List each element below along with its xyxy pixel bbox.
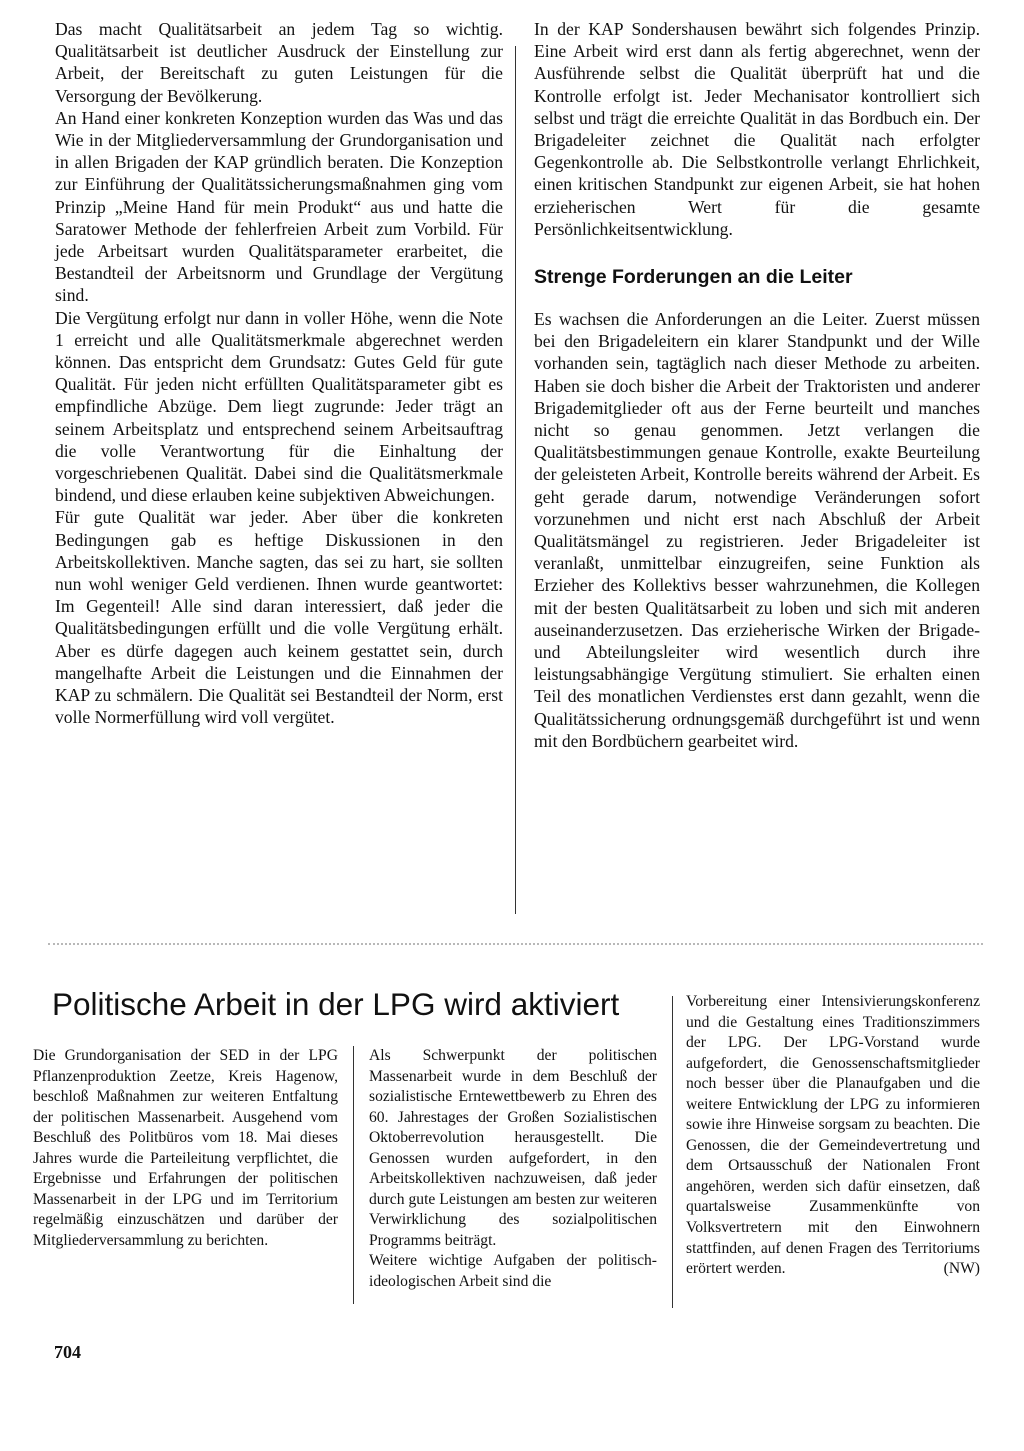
author-signature: (NW) (943, 1260, 980, 1278)
paragraph: Als Schwerpunkt der politischen Massenarbeit wurde in dem Beschluß der sozialistische Erntewettbewerb zu Ehren des 60. Jahrestages der Großen Sozialistischen Oktoberrevolution herausgestellt. Die Genossen wurden aufgefordert, in den Arbeitskollektiven nachzuweisen, daß jeder durch gute Leistungen am besten zur weiteren Verwirklichung des sozialpolitischen Programms beiträgt. (369, 1047, 657, 1249)
column-rule (515, 46, 516, 914)
column-rule (353, 1046, 354, 1304)
paragraph: Es wachsen die Anforderungen an die Leiter. Zuerst müssen bei den Brigadeleitern ein klarer Standpunkt und der Wille vorhanden sein, tagtäglich nach dieser Methode zu arbeiten. Haben sie doch bisher die Arbeit der Traktoristen und anderer Brigademitglieder oft aus der Ferne beurteilt und manches nicht so genau genommen. Jetzt verlangen die Qualitätsbestimmungen genaue Kontrolle, exakte Beurteilung der geleisteten Arbeit, Kontrolle bereits während der Arbeit. Es geht gerade darum, notwendige Veränderungen sofort vorzunehmen und nicht erst nach Abschluß der Arbeit Qualitätsmängel zu registrieren. Jeder Brigadeleiter ist veranlaßt, unmittelbar einzugreifen, seine Funktion als Erzieher des Kollektivs besser wahrzunehmen, die Kollegen mit der besten Qualitätsarbeit zu loben und sich mit anderen auseinanderzusetzen. Das erzieherische Wirken der Brigade- und Abteilungsleiter wird wesentlich durch ihre leistungsabhängige Vergütung stimuliert. Sie erhalten einen Teil des monatlichen Verdienstes erst dann gezahlt, wenn die Qualitätssicherung ordnungsgemäß durchgeführt ist und wenn mit den Bordbüchern gearbeitet wird. (534, 309, 980, 751)
column-rule (672, 996, 673, 1308)
article-headline: Politische Arbeit in der LPG wird aktiviert (52, 986, 620, 1022)
article2-column-1 (33, 1046, 338, 1251)
paragraph-text: Vorbereitung einer Intensivierungskonferenz und die Gestaltung eines Traditionszimmers der LPG. Der LPG-Vorstand wurde aufgefordert, die Genossenschaftsmitglieder noch besser über die Planaufgaben und die weitere Entwicklung der LPG zu informieren sowie ihre Hinweise sorgsam zu beachten. Die Genossen, die der Gemeindevertretung und dem Ortsausschuß der Nationalen Front angehören, werden sich dafür einsetzen, daß quartalsweise Zusammenkünfte von Volksvertretern mit den Einwohnern stattfinden, auf denen Fragen des Territoriums erörtert werden. (686, 993, 980, 1278)
article2-column-2 (369, 1046, 657, 1293)
section-subheading: Strenge Forderungen an die Leiter (534, 266, 853, 289)
paragraph (686, 992, 980, 1280)
paragraph: In der KAP Sondershausen bewährt sich folgendes Prinzip. Eine Arbeit wird erst dann als fertig abgerechnet, wenn der Ausführende selbst die Qualität überprüft hat und die Kontrolle erfolgt ist. Jeder Mechanisator kontrolliert sich selbst und trägt die erreichte Qualität in das Bordbuch ein. Der Brigadeleiter zeichnet die Qualität nach erfolgter Gegenkontrolle ab. Die Selbstkontrolle verlangt Ehrlichkeit, einen kritischen Standpunkt zur eigenen Arbeit, sie hat hohen erzieherischen Wert für die gesamte Persönlichkeitsentwicklung. (534, 19, 980, 239)
paragraph: Die Grundorganisation der SED in der LPG Pflanzenproduktion Zeetze, Kreis Hagenow, beschloß Maßnahmen zur weiteren Entfaltung der politischen Massenarbeit. Ausgehend vom Beschluß des Politbüros vom 18. Mai dieses Jahres wurde die Parteileitung verpflichtet, die Ergebnisse und Erfahrungen der politischen Massenarbeit in der LPG und im Territorium regelmäßig einzuschätzen und darüber der Mitgliederversammlung zu berichten. (33, 1047, 338, 1249)
paragraph: Weitere wichtige Aufgaben der politisch-ideologischen Arbeit sind die (369, 1252, 657, 1291)
paragraph: An Hand einer konkreten Konzeption wurden das Was und das Wie in der Mitgliederversammlung der Grundorganisation und in allen Brigaden der KAP gründlich beraten. Die Konzeption zur Einführung der Qualitätssicherungsmaßnahmen ging vom Prinzip „Meine Hand für mein Produkt“ aus und hatte die Saratower Methode der fehlerfreien Arbeit zum Vorbild. Für jede Arbeitsart wurden Qualitätsparameter erarbeitet, die Bestandteil der Arbeitsnorm und Grundlage der Vergütung sind. (55, 107, 503, 306)
paragraph: Die Vergütung erfolgt nur dann in voller Höhe, wenn die Note 1 erreicht und alle Qualitätsmerkmale abgerechnet werden können. Das entspricht dem Grundsatz: Gutes Geld für gute Qualität. Für jeden nicht erfüllten Qualitätsparameter gibt es empfindliche Abzüge. Dem liegt zugrunde: Jeder trägt an seinem Arbeitsplatz und entsprechend seinem Arbeitsauftrag die volle Verantwortung für die Einhaltung der vorgeschriebenen Qualität. Dabei sind die Qualitätsmerkmale bindend, und diese erlauben keine subjektiven Abweichungen. (55, 307, 503, 506)
page-number: 704 (54, 1342, 81, 1362)
paragraph: Für gute Qualität war jeder. Aber über die konkreten Bedingungen gab es heftige Diskussionen in den Arbeitskollektiven. Manche sagten, das sei zu hart, sie sollten nun wohl weniger Geld verdienen. Ihnen wurde geantwortet: Im Gegenteil! Alle sind daran interessiert, daß jeder die Qualitätsbedingungen erfüllt und die volle Vergütung erhält. Aber es dürfe dagegen auch keinem gestattet sein, durch mangelhafte Arbeit die Leistungen und die Einnahmen der KAP zu schmälern. Die Qualität sei Bestandteil der Norm, erst volle Normerfüllung wird voll vergütet. (55, 507, 503, 728)
paragraph: Das macht Qualitätsarbeit an jedem Tag so wichtig. Qualitätsarbeit ist deutlicher Ausdruck der Einstellung zur Arbeit, der Bereitschaft zu guten Leistungen für die Versorgung der Bevölkerung. (55, 19, 503, 106)
article-divider (48, 943, 983, 945)
article-left-column (55, 18, 503, 729)
article2-column-3 (686, 992, 980, 1280)
article-right-column (534, 18, 980, 752)
